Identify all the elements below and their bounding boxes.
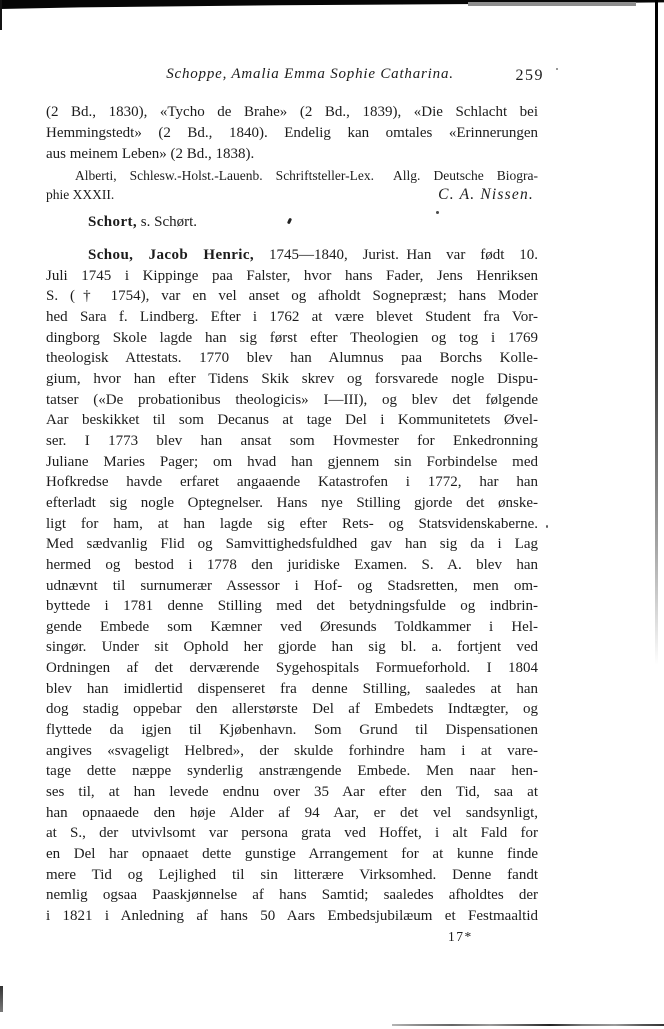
entry-schou-first-line bbox=[46, 245, 538, 266]
entry-schou-body-lines bbox=[46, 266, 538, 927]
text-line: byttede i 1781 denne Stilling med det betydningsfulde og indbrin- bbox=[46, 598, 538, 615]
text-line: Med sædvanlig Flid og Samvittighedsfuldhed gav han sig da i Lag bbox=[46, 536, 538, 553]
entry-schou bbox=[46, 245, 538, 927]
entry-schort-headword: Schort, bbox=[88, 214, 138, 230]
text-line: tage dette næppe synderlig anstrængende Embede. Men naar hen- bbox=[46, 763, 538, 780]
scan-artifact-left-edge-bottom bbox=[0, 986, 3, 1012]
text-line: S. († 1754), var en vel anset og afholdt Sognepræst; hans Moder bbox=[46, 288, 538, 305]
text-line: flyttede da igjen til Kjøbenhavn. Som Grund til Dispensationen bbox=[46, 722, 538, 739]
text-line: ligt for ham, at han lagde sig efter Rets- og Statsvidenskaberne. bbox=[46, 515, 538, 532]
text-line: han opnaaede den høje Alder af 94 Aar, er det vel sandsynligt, bbox=[46, 804, 538, 821]
scan-speck bbox=[546, 525, 548, 528]
text-line: gende Embede som Kæmner ved Øresunds Toldkammer i Hel- bbox=[46, 618, 538, 635]
text-line: singør. Under sit Ophold her gjorde han sig bl. a. fortjent ved bbox=[46, 639, 538, 656]
text-line: at S., der utvivlsomt var persona grata ved Hoffet, i alt Fald for bbox=[46, 825, 538, 842]
page-number: 259 bbox=[515, 67, 544, 84]
text-line: gium, hvor han efter Tidens Skik skrev og forsvarede nogle Dispu- bbox=[46, 370, 538, 387]
bibliography-line-1: Alberti, Schlesw.-Holst.-Lauenb. Schriftsteller-Lex. Allg. Deutsche Biogra- bbox=[75, 168, 538, 183]
text-line: aus meinem Leben» (2 Bd., 1838). bbox=[46, 146, 255, 162]
bibliography-block bbox=[46, 166, 538, 204]
scan-speck bbox=[556, 68, 558, 70]
text-line: Juli 1745 i Kippinge paa Falster, hvor hans Fader, Jens Henriksen bbox=[46, 267, 538, 284]
text-line: ser. I 1773 blev han ansat som Hovmester for Enkedronning bbox=[46, 432, 538, 449]
text-line: ses til, at han levede endnu over 35 Aar efter den Tid, saa at bbox=[46, 784, 538, 801]
entry-schou-headword: Schou, Jacob Henric, bbox=[88, 247, 255, 263]
text-line: mere Tid og Lejlighed til sin litterære Virksomhed. Denne fandt bbox=[46, 866, 538, 883]
text-line: Hemmingstedt» (2 Bd., 1840). Endelig kan omtales «Erinnerungen bbox=[46, 125, 538, 141]
bibliography-line-2-text: phie XXXII. bbox=[46, 187, 115, 202]
text-line: udnævnt til surnumerær Assessor i Hof- og Stadsretten, men om- bbox=[46, 577, 538, 594]
entry-schou-first-line-rest: 1745—1840, Jurist. Han var født 10. bbox=[254, 247, 538, 263]
text-line: (2 Bd., 1830), «Tycho de Brahe» (2 Bd., 1839), «Die Schlacht bei bbox=[46, 104, 538, 120]
author-signature: C. A. Nissen. bbox=[438, 186, 534, 203]
scan-artifact-left-edge-top bbox=[0, 0, 2, 30]
text-line: nemlig ogsaa Paaskjønnelse af hans Samtid; saaledes afholdtes der bbox=[46, 887, 538, 904]
entry-schort-text: s. Schørt. bbox=[137, 214, 198, 230]
bibliography-line-2 bbox=[46, 185, 538, 204]
text-line: en Del har opnaaet dette gunstige Arrangement for at kunne finde bbox=[46, 846, 538, 863]
text-line: theologisk Attestats. 1770 blev han Alumnus paa Borchs Kolle- bbox=[46, 350, 538, 367]
signature-mark: 17* bbox=[448, 929, 473, 944]
scan-artifact-right-edge bbox=[655, 0, 658, 665]
scan-artifact-top-edge-gray bbox=[468, 2, 636, 6]
scan-artifact-bottom-edge bbox=[392, 1024, 664, 1026]
text-line: dog stadig oppebar den allerstørste Del af Embedets Indtægter, og bbox=[46, 701, 538, 718]
text-line: i 1821 i Anledning af hans 50 Aars Embedsjubilæum et Festmaaltid bbox=[46, 908, 538, 924]
text-line: blev han imidlertid dispenseret fra denne Stilling, saaledes at han bbox=[46, 680, 538, 697]
page-header bbox=[46, 66, 544, 90]
paragraph-schoppe-works bbox=[46, 102, 538, 165]
text-line: Ordningen af det derværende Sygehospitals Formueforhold. I 1804 bbox=[46, 660, 538, 677]
running-title: Schoppe, Amalia Emma Sophie Catharina. bbox=[166, 66, 454, 82]
text-line: tatser («De probationibus theologicis» I—III), og blev det følgende bbox=[46, 391, 538, 408]
text-line: Aar beskikket til som Decanus at tage Del i Kommunitetets Øvel- bbox=[46, 412, 538, 429]
text-line: hermed og bestod i 1778 den juridiske Examen. S. A. blev han bbox=[46, 556, 538, 573]
text-line: dingborg Skole lagde han sig først efter Theologien og tog i 1769 bbox=[46, 329, 538, 346]
entry-schort bbox=[46, 212, 580, 233]
text-line: angives «svageligt Helbred», der skulde forhindre ham i at vare- bbox=[46, 742, 538, 759]
text-line: Hofkredse havde erfaret angaaende Katastrofen i 1772, har han bbox=[46, 474, 538, 491]
text-line: hed Sara f. Lindberg. Efter i 1762 at være blevet Student fra Vor- bbox=[46, 308, 538, 325]
text-line: efterladt sig nogle Optegnelser. Hans nye Stilling gjorde det ønske- bbox=[46, 494, 538, 511]
text-line: Juliane Maries Pager; om hvad han gjennem sin Forbindelse med bbox=[46, 453, 538, 470]
